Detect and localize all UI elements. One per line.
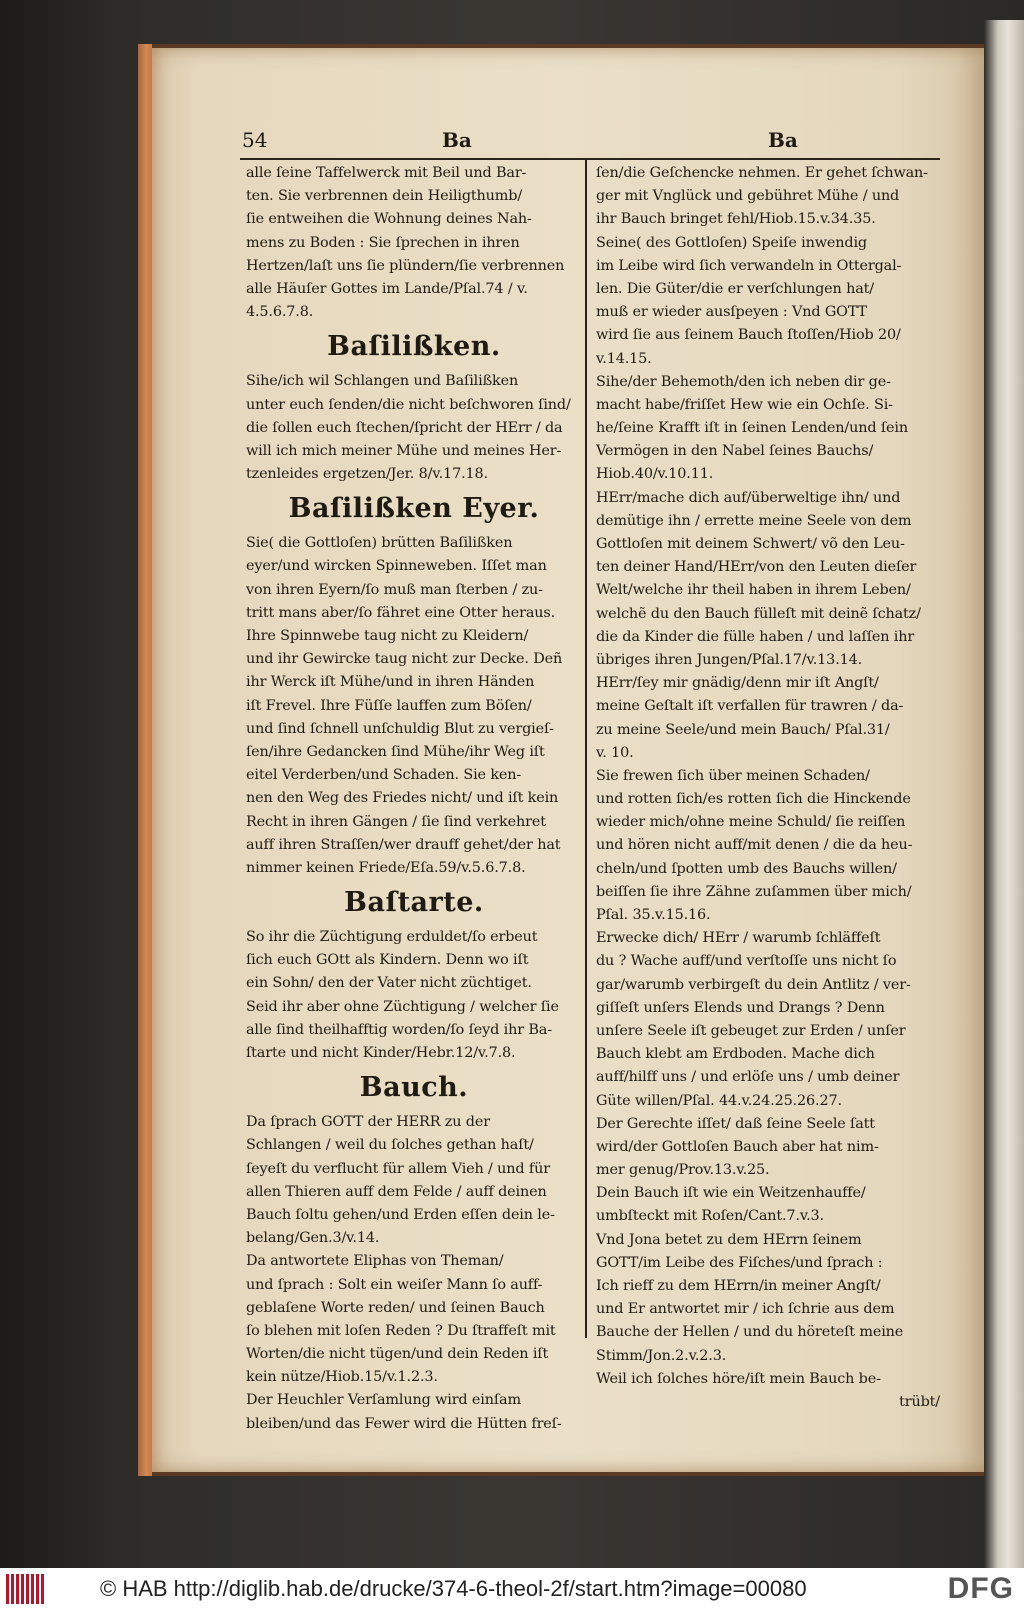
right-column-text-line: cheln/und ſpotten umb des Bauchs willen/ — [596, 860, 897, 877]
right-column-text-line: demütige ihn / errette meine Seele von dem — [596, 512, 912, 529]
next-page-strip — [984, 20, 1024, 1568]
right-column-text-line: übriges ihren Jungen/Pſal.17/v.13.14. — [596, 651, 863, 668]
left-column-text-line: alle Häuſer Gottes im Lande/Pſal.74 / v. — [246, 280, 528, 297]
left-column-text-line: belang/Gen.3/v.14. — [246, 1230, 380, 1247]
left-column-text-line: geblaſene Worte reden/ und ſeinen Bauch — [246, 1299, 545, 1316]
dfg-logo: DFG — [947, 1572, 1014, 1605]
right-column-text-line: Vnd Jona betet zu dem HErrn ſeinem — [596, 1231, 862, 1248]
right-column-text-line: wird/der Gottloſen Bauch aber hat nim- — [596, 1138, 879, 1155]
right-column-text-line: meine Geſtalt iſt verfallen für trawren / da- — [596, 698, 904, 715]
right-column-text-line: Bauche der Hellen / und du höreteſt meine — [596, 1324, 904, 1341]
left-column-text-line: unter euch ſenden/die nicht beſchworen ſind/ — [246, 396, 571, 413]
left-column-text-line: iſt Frevel. Ihre Füſſe lauffen zum Böſen/ — [246, 697, 532, 714]
column-divider — [585, 160, 587, 1338]
right-column-text-line: beiſſen ſie ihre Zähne zuſammen über mich/ — [596, 883, 912, 900]
left-column-text-line: Da antwortete Eliphas von Theman/ — [246, 1253, 504, 1270]
left-text-column — [246, 162, 582, 1436]
left-column-text-line: ſich euch GOtt als Kindern. Denn wo iſt — [246, 952, 529, 969]
right-column-text-line: macht habe/friſſet Hew wie ein Ochſe. Si- — [596, 396, 893, 413]
left-column-text-line: ſtarte und nicht Kinder/Hebr.12/v.7.8. — [246, 1045, 516, 1061]
left-column-text-line: ſie entweihen die Wohnung deines Nah- — [246, 211, 532, 228]
right-column-text-line: und Er antwortet mir / ich ſchrie aus dem — [596, 1301, 895, 1318]
right-column-text-line: he/ſeine Krafft iſt in ſeinen Lenden/und ſein — [596, 420, 908, 437]
right-column-text-line: Weil ich ſolches höre/iſt mein Bauch be- — [596, 1370, 881, 1387]
right-column-text-line: Erwecke dich/ HErr / warumb ſchläffeſt — [596, 930, 881, 947]
left-column-text-line: tritt mans aber/ſo fähret eine Otter heraus. — [246, 604, 556, 621]
right-column-text-line: GOTT/im Leibe des Fiſches/und ſprach : — [596, 1254, 883, 1271]
left-column-text-line: ſo blehen mit loſen Reden ? Du ſtraffeſt mit — [246, 1322, 556, 1339]
headword-right: Ba — [768, 128, 798, 152]
copyright-url[interactable]: © HAB http://diglib.hab.de/drucke/374-6-theol-2f/start.htm?image=00080 — [100, 1576, 807, 1601]
right-column-text-line: Vermögen in den Nabel ſeines Bauchs/ — [596, 443, 874, 460]
right-column-text-line: trübt/ — [899, 1393, 940, 1410]
right-column-text-line: Sihe/der Behemoth/den ich neben dir ge- — [596, 373, 891, 390]
right-column-text-line: wieder mich/ohne meine Schuld/ ſie reiſſen — [596, 814, 906, 831]
left-column-text-line: So ihr die Züchtigung erduldet/ſo erbeut — [246, 929, 538, 946]
right-column-text-line: Bauch klebt am Erdboden. Mache dich — [596, 1046, 875, 1063]
left-column-text-line: und ſprach : Solt ein weiſer Mann ſo auff- — [246, 1276, 543, 1293]
right-column-text-line: giſſeſt unſers Elends und Drangs ? Denn — [596, 999, 885, 1016]
right-column-text-line: ihr Bauch bringet fehl/Hiob.15.v.34.35. — [596, 211, 876, 228]
header-rule — [240, 158, 940, 160]
left-column-text-line: Recht in ihren Gängen / ſie ſind verkehret — [246, 813, 546, 830]
right-column-text-line: ten deiner Hand/HErr/von den Leuten dieſer — [596, 559, 917, 576]
right-column-text-line: Hiob.40/v.10.11. — [596, 466, 714, 483]
left-column-text-line: eitel Verderben/und Schaden. Sie ken- — [246, 767, 522, 784]
right-column-text-line: Gottloſen mit deinem Schwert/ võ den Leu- — [596, 536, 905, 552]
left-column-text-line: nimmer keinen Friede/Eſa.59/v.5.6.7.8. — [246, 859, 526, 876]
right-column-text-line: ſen/die Geſchencke nehmen. Er gehet ſchwan- — [596, 165, 928, 181]
right-text-column — [596, 162, 940, 1414]
right-column-text-line: Der Gerechte iſſet/ daß ſeine Seele ſatt — [596, 1115, 875, 1132]
right-column-text-line: Welt/welche ihr theil haben in ihrem Leben/ — [596, 582, 911, 599]
right-column-text-line: Seine( des Gottloſen) Speiſe inwendig — [596, 234, 867, 251]
left-column-text-line: und ihr Gewircke taug nicht zur Decke. Deñ — [246, 651, 563, 668]
right-column-text-line: gar/warumb verbirgeſt du dein Antlitz / ver- — [596, 976, 911, 993]
left-column-text-line: auff ihren Straſſen/wer drauff gehet/der hat — [246, 836, 561, 853]
left-column-text-line: Der Heuchler Verſamlung wird einſam — [246, 1392, 521, 1409]
page-edge — [138, 44, 152, 1476]
right-column-text-line: muß er wieder ausſpeyen : Vnd GOTT — [596, 304, 867, 321]
right-column-text-line: Dein Bauch iſt wie ein Weitzenhauffe/ — [596, 1185, 866, 1202]
left-column-text-line: Da ſprach GOTT der HERR zu der — [246, 1114, 490, 1131]
left-column-heading: Baſtarte. — [344, 887, 484, 919]
right-column-text-line: Güte willen/Pſal. 44.v.24.25.26.27. — [596, 1092, 842, 1109]
left-column-text-line: und ſind ſchnell unſchuldig Blut zu vergieſ- — [246, 720, 554, 737]
left-column-text-line: alle ſeine Taffelwerck mit Beil und Bar- — [246, 165, 527, 181]
headword-left: Ba — [442, 128, 472, 152]
right-column-text-line: len. Die Güter/die er verſchlungen hat/ — [596, 280, 874, 297]
left-column-text-line: ihr Werck iſt Mühe/und in ihren Händen — [246, 674, 535, 691]
left-column-text-line: von ihren Eyern/ſo muß man ſterben / zu- — [246, 581, 543, 598]
left-column-heading: Baſilißken. — [327, 331, 501, 363]
left-column-heading: Baſilißken Eyer. — [288, 493, 540, 525]
right-column-text-line: im Leibe wird ſich verwandeln in Ottergal- — [596, 257, 902, 274]
right-column-text-line: v.14.15. — [596, 350, 652, 367]
left-column-text-line: mens zu Boden : Sie ſprechen in ihren — [246, 234, 520, 251]
right-column-text-line: zu meine Seele/und mein Bauch/ Pſal.31/ — [596, 721, 890, 738]
page-number: 54 — [242, 128, 268, 152]
left-column-text-line: ſeyeſt du verflucht für allem Vieh / und für — [246, 1160, 550, 1177]
right-column-text-line: Pſal. 35.v.15.16. — [596, 907, 711, 923]
right-column-text-line: du ? Wache auff/und verſtoſſe uns nicht ſo — [596, 953, 897, 970]
right-column-text-line: umbſteckt mit Roſen/Cant.7.v.3. — [596, 1208, 824, 1225]
viewer-footer — [0, 1568, 1024, 1610]
left-column-text-line: ſen/ihre Gedancken ſind Mühe/ihr Weg iſt — [246, 743, 545, 760]
left-column-text-line: Worten/die nicht tügen/und dein Reden iſt — [246, 1346, 549, 1363]
left-column-text-line: Ihre Spinnwebe taug nicht zu Kleidern/ — [246, 628, 529, 644]
right-column-text-line: und hören nicht auff/mit denen / die da heu- — [596, 837, 913, 854]
right-column-text-line: auff/hilff uns / und erlöſe uns / umb deiner — [596, 1069, 900, 1086]
left-column-text-line: tzenleides ergetzen/Jer. 8/v.17.18. — [246, 466, 488, 483]
left-column-text-line: allen Thieren auff dem Felde / auff deinen — [246, 1183, 547, 1200]
left-column-text-line: 4.5.6.7.8. — [246, 304, 314, 321]
left-column-text-line: ein Sohn/ den der Vater nicht züchtiget. — [246, 975, 532, 992]
hab-logo-icon — [6, 1574, 46, 1604]
left-column-text-line: nen den Weg des Friedes nicht/ und iſt kein — [246, 790, 559, 807]
left-column-text-line: alle ſind theilhafftig worden/ſo ſeyd ihr Ba- — [246, 1021, 552, 1038]
right-column-text-line: HErr/mache dich auf/überweltige ihn/ und — [596, 489, 901, 506]
left-column-text-line: Bauch ſoltu gehen/und Erden eſſen dein le- — [246, 1206, 555, 1223]
left-column-text-line: die ſollen euch ſtechen/ſpricht der HErr / da — [246, 419, 563, 436]
left-column-text-line: eyer/und wircken Spinneweben. Iſſet man — [246, 558, 547, 575]
left-column-heading: Bauch. — [359, 1072, 469, 1104]
right-column-text-line: unſere Seele iſt gebeuget zur Erden / unſer — [596, 1022, 906, 1039]
left-column-text-line: ten. Sie verbrennen dein Heiligthumb/ — [246, 188, 523, 205]
right-column-text-line: Ich rieff zu dem HErrn/in meiner Angſt/ — [596, 1278, 881, 1294]
right-column-text-line: welchẽ du den Bauch fülleſt mit deinẽ ſchatz/ — [596, 605, 921, 622]
right-column-text-line: Sie frewen ſich über meinen Schaden/ — [596, 767, 870, 784]
right-column-text-line: v. 10. — [596, 744, 634, 761]
right-column-text-line: Stimm/Jon.2.v.2.3. — [596, 1347, 727, 1364]
left-column-text-line: kein nütze/Hiob.15/v.1.2.3. — [246, 1369, 438, 1386]
right-column-text-line: und rotten ſich/es rotten ſich die Hinckende — [596, 791, 911, 808]
right-column-text-line: mer genug/Prov.13.v.25. — [596, 1162, 770, 1179]
right-column-text-line: wird ſie aus ſeinem Bauch ſtoſſen/Hiob 20/ — [596, 327, 901, 344]
left-column-text-line: Schlangen / weil du ſolches gethan haſt/ — [246, 1137, 534, 1154]
left-column-text-line: Sie( die Gottloſen) brütten Baſilißken — [246, 535, 513, 552]
right-column-text-line: HErr/ſey mir gnädig/denn mir iſt Angſt/ — [596, 675, 879, 692]
left-column-text-line: Hertzen/laſt uns ſie plündern/ſie verbrennen — [246, 257, 565, 274]
right-column-text-line: ger mit Vnglück und gebühret Mühe / und — [596, 188, 900, 205]
left-column-text-line: Sihe/ich wil Schlangen und Baſilißken — [246, 373, 519, 390]
left-column-text-line: bleiben/und das Fewer wird die Hütten freſ- — [246, 1415, 562, 1432]
right-column-text-line: die da Kinder die fülle haben / und laſſen ihr — [596, 628, 915, 645]
left-column-text-line: will ich mich meiner Mühe und meines Her- — [246, 442, 562, 459]
page-header — [242, 128, 942, 158]
left-column-text-line: Seid ihr aber ohne Züchtigung / welcher ſie — [246, 998, 559, 1015]
